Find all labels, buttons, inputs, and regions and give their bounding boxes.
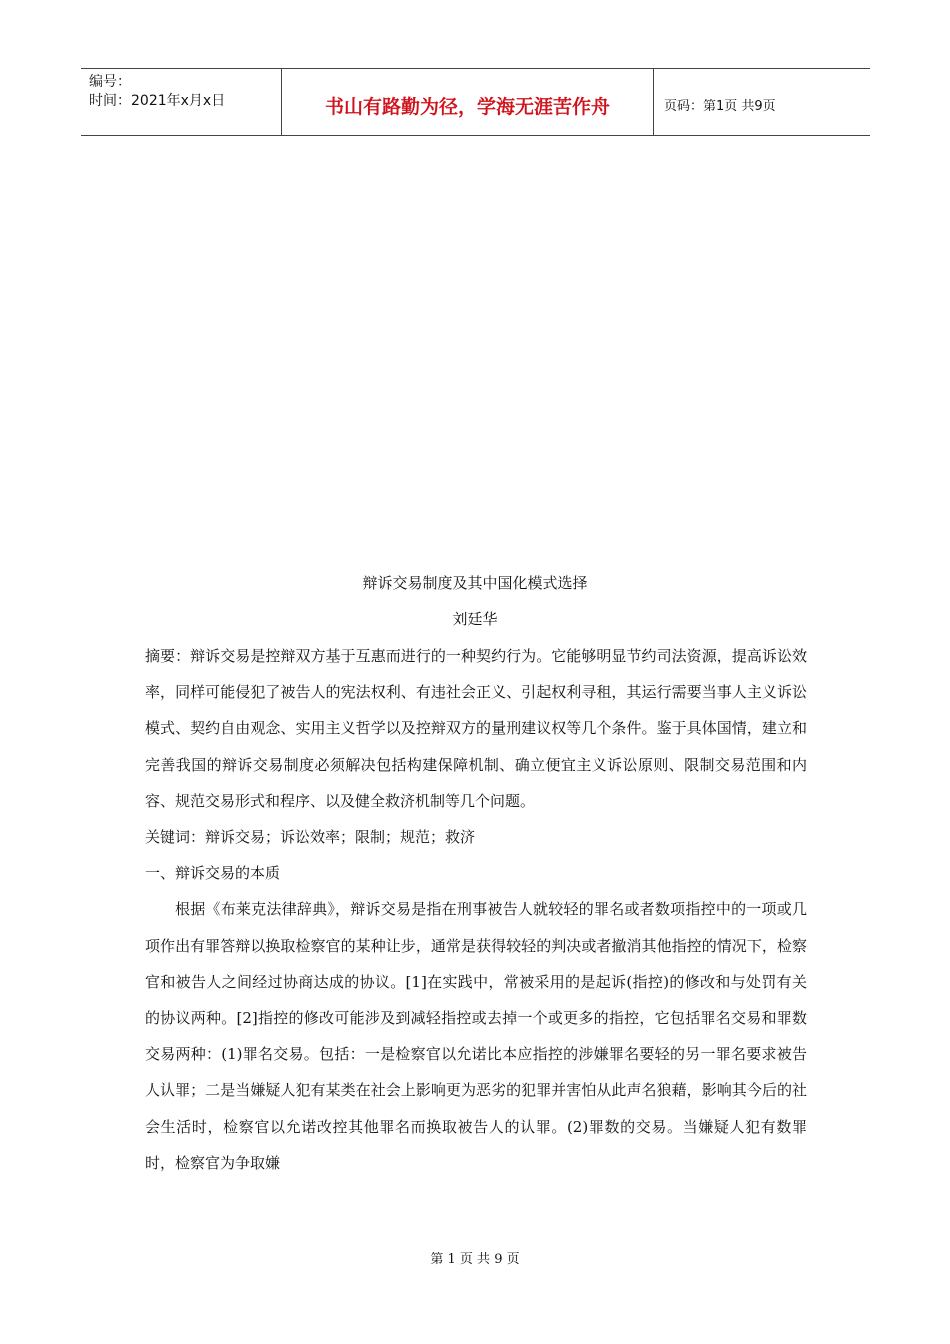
header-page-code: 页码：第1页 共9页 bbox=[664, 98, 776, 114]
header-meta bbox=[81, 69, 281, 135]
time-label: 时间：2021年x月x日 bbox=[89, 93, 226, 109]
document-title: 辩诉交易制度及其中国化模式选择 bbox=[362, 574, 588, 592]
header-motto: 书山有路勤为径，学海无涯苦作舟 bbox=[281, 69, 654, 135]
document-header bbox=[81, 68, 870, 136]
document-content bbox=[145, 638, 807, 1181]
section-heading: 一、辩诉交易的本质 bbox=[145, 864, 281, 883]
document-author: 刘廷华 bbox=[452, 610, 498, 628]
keywords-line: 关键词：辩诉交易；诉讼效率；限制；规范；救济 bbox=[145, 828, 476, 847]
abstract-paragraph: 摘要：辩诉交易是控辩双方基于互惠而进行的一种契约行为。它能够明显节约司法资源，提高诉讼效率，同样可能侵犯了被告人的宪法权利、有违社会正义、引起权利寻租，其运行需要当事人主义诉讼模式、契约自由观念、实用主义哲学以及控辩双方的量刑建议权等几个条件。鉴于具体国情，建立和完善我国的辩诉交易制度必须解决包括构建保障机制、确立便宜主义诉讼原则、限制交易范围和内容、规范交易形式和程序、以及健全救济机制等几个问题。 bbox=[145, 647, 807, 810]
number-label: 编号： bbox=[89, 74, 131, 90]
body-paragraph: 根据《布莱克法律辞典》，辩诉交易是指在刑事被告人就较轻的罪名或者数项指控中的一项或几项作出有罪答辩以换取检察官的某种让步，通常是获得较轻的判决或者撤消其他指控的情况下，检察官和被告人之间经过协商达成的协议。[1]在实践中，常被采用的是起诉(指控)的修改和与处罚有关的协议两种。[2]指控的修改可能涉及到减轻指控或去掉一个或更多的指控，它包括罪名交易和罪数交易两种：(1)罪名交易。包括：一是检察官以允诺比本应指控的涉嫌罪名要轻的另一罪名要求被告人认罪；二是当嫌疑人犯有某类在社会上影响更为恶劣的犯罪并害怕从此声名狼藉，影响其今后的社会生活时，检察官以允诺改控其他罪名而换取被告人的认罪。(2)罪数的交易。当嫌疑人犯有数罪时，检察官为争取嫌 bbox=[145, 900, 807, 1172]
page-footer: 第 1 页 共 9 页 bbox=[430, 1252, 520, 1267]
